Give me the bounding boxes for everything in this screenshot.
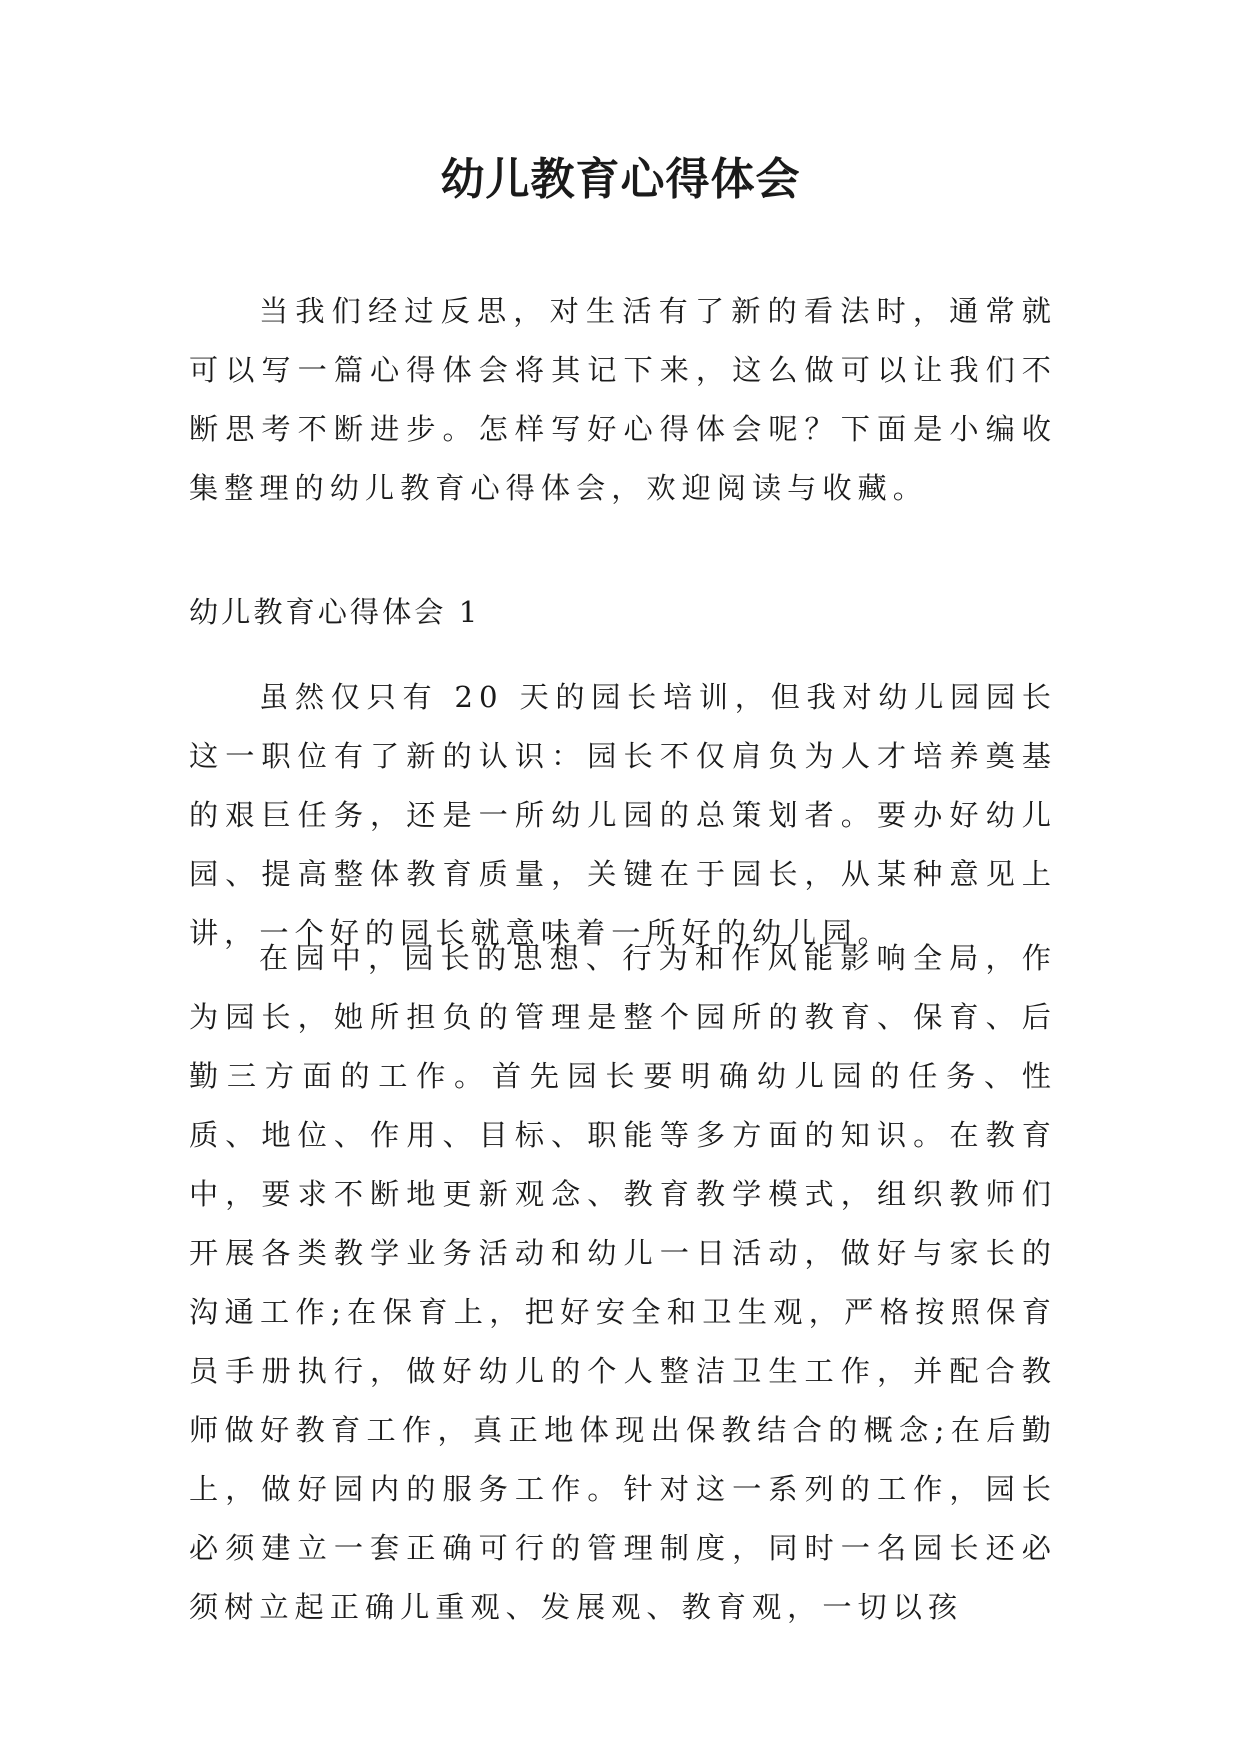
body-paragraph-2: 在园中，园长的思想、行为和作风能影响全局，作为园长，她所担负的管理是整个园所的教育、保育、后勤三方面的工作。首先园长要明确幼儿园的任务、性质、地位、作用、目标、职能等多方面的知识。在教育中，要求不断地更新观念、教育教学模式，组织教师们开展各类教学业务活动和幼儿一日活动，做好与家长的沟通工作;在保育上，把好安全和卫生观，严格按照保育员手册执行，做好幼儿的个人整洁卫生工作，并配合教师做好教育工作，真正地体现出保教结合的概念;在后勤上，做好园内的服务工作。针对这一系列的工作，园长必须建立一套正确可行的管理制度，同时一名园长还必须树立起正确儿重观、发展观、教育观，一切以孩 — [189, 941, 1057, 1624]
section-heading: 幼儿教育心得体会 1 — [189, 595, 481, 629]
document-title: 幼儿教育心得体会 — [440, 154, 801, 205]
intro-paragraph: 当我们经过反思，对生活有了新的看法时，通常就可以写一篇心得体会将其记下来，这么做可以让我们不断思考不断进步。怎样写好心得体会呢？下面是小编收集整理的幼儿教育心得体会，欢迎阅读与收藏。 — [189, 294, 1057, 505]
body-paragraph-1: 虽然仅只有 20 天的园长培训，但我对幼儿园园长这一职位有了新的认识：园长不仅肩负为人才培养奠基的艰巨任务，还是一所幼儿园的总策划者。要办好幼儿园、提高整体教育质量，关键在于园长，从某种意见上讲，一个好的园长就意味着一所好的幼儿园。 — [189, 680, 1057, 950]
